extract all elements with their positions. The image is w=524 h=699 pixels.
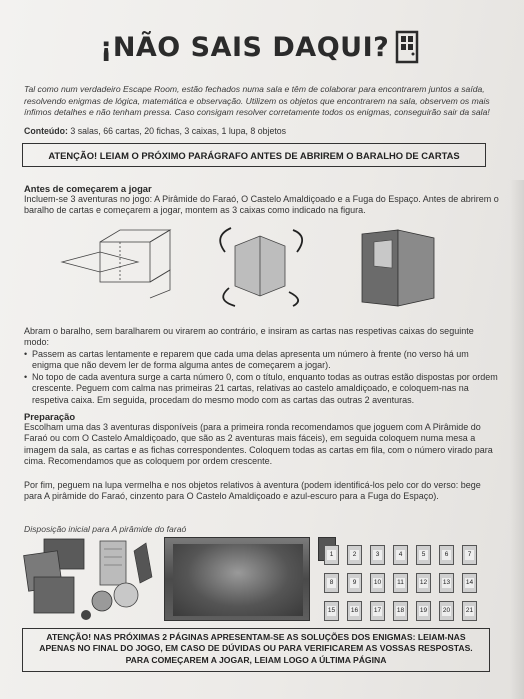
page-title: ¡NÃO SAIS DAQUI? <box>100 31 390 63</box>
numbered-card <box>370 545 385 565</box>
room-image-board <box>164 537 310 621</box>
card-number: 9 <box>350 578 359 588</box>
deck-bullet-item: • No topo de cada aventura surge a carta número 0, com o título, enquanto todas as outras estão dispostas por ordem crescente. Peguem com calma nas primeiras 21 cartas, relativas ao castelo amaldiçoado, e coloquem-nas na respetiva caixa. Em seguida, procedam do mesmo modo com as cartas das outras 2 aventuras. <box>24 372 500 406</box>
deck-bullet-item: • Passem as cartas lentamente e reparem que cada uma delas apresenta um número à frente (no verso há um enigma que não devem ler de forma alguma antes de começarem a jogar). <box>24 349 500 372</box>
numbered-card <box>393 573 408 593</box>
numbered-card <box>416 601 431 621</box>
card-number: 21 <box>465 607 474 614</box>
prep-heading: Preparação <box>24 411 76 422</box>
numbered-card <box>462 545 477 565</box>
card-number: 19 <box>419 607 428 614</box>
numbered-card <box>370 573 385 593</box>
before-text: Incluem-se 3 aventuras no jogo: A Pirâmide do Faraó, O Castelo Amaldiçoado e a Fuga do Espaço. Antes de abrirem o baralho de cartas e começarem a jogar, montem as 3 caixas como indicado na figura. <box>24 194 499 216</box>
box-assembled-figure <box>352 228 442 310</box>
bottom-warning-text: ATENÇÃO! NAS PRÓXIMAS 2 PÁGINAS APRESENTAM-SE AS SOLUÇÕES DOS ENIGMAS: LEIAM-NAS APENAS NO FINAL DO JOGO, EM CASO DE DÚVIDAS OU PARA VERIFICAREM AS VOSSAS RESPOSTAS. PARA COMEÇAREM A JOGAR, LEIAM LOGO A ÚLTIMA PÁGINA <box>39 632 473 665</box>
deck-intro-text: Abram o baralho, sem baralharem ou virarem ao contrário, e insiram as cartas nas respetivas caixas do seguinte modo: <box>24 326 474 348</box>
before-heading: Antes de começarem a jogar <box>24 183 152 194</box>
card-number: 17 <box>373 607 382 614</box>
numbered-card <box>347 601 362 621</box>
numbered-card <box>393 601 408 621</box>
card-number: 18 <box>396 607 405 614</box>
card-number: 14 <box>465 579 474 586</box>
contents-line <box>24 126 504 136</box>
box-folding-figure <box>205 222 315 308</box>
card-number: 7 <box>465 550 474 560</box>
card-number: 6 <box>442 550 451 560</box>
card-number: 2 <box>350 550 359 560</box>
door-icon <box>395 30 419 64</box>
top-warning-text: ATENÇÃO! LEIAM O PRÓXIMO PARÁGRAFO ANTES DE ABRIREM O BARALHO DE CARTAS <box>48 149 460 161</box>
numbered-card <box>439 545 454 565</box>
numbered-card <box>324 573 339 593</box>
card-number: 10 <box>373 579 382 586</box>
numbered-card <box>439 601 454 621</box>
card-number: 11 <box>397 579 404 586</box>
page-edge-shadow <box>510 180 524 699</box>
contents-label: Conteúdo: <box>24 126 68 136</box>
numbered-card <box>462 573 477 593</box>
title-block <box>100 26 430 68</box>
prep-text-1: Escolham uma das 3 aventuras disponíveis (para a primeira ronda recomendamos que joguem com A Pirâmide do Faraó ou com O Castelo Amaldiçoado, que são as 2 aventuras mais fáceis), em seguida coloquem numa mesa a imagem da sala, as cartas e as fichas correspondentes. Coloquem todas as cartas em fila, com o número virado para cima. Recomendamos que as coloquem por ordem crescente. <box>24 422 493 467</box>
numbered-card <box>416 573 431 593</box>
card-number: 20 <box>442 607 451 614</box>
numbered-card <box>416 545 431 565</box>
initial-layout-illustration <box>22 537 492 621</box>
card-number: 4 <box>396 550 405 560</box>
card-number: 3 <box>373 550 382 560</box>
card-number: 12 <box>419 579 428 586</box>
bottom-warning-box <box>22 628 490 672</box>
box-flat-template-figure <box>60 222 180 302</box>
numbered-card <box>347 573 362 593</box>
card-number: 1 <box>327 550 336 560</box>
contents-list: 3 salas, 66 cartas, 20 fichas, 3 caixas, 1 lupa, 8 objetos <box>67 126 287 136</box>
card-number: 8 <box>327 578 336 588</box>
top-warning-box <box>22 143 486 167</box>
adventure-objects-figure <box>22 537 162 621</box>
deck-bullet-list <box>24 349 500 406</box>
numbered-card <box>347 545 362 565</box>
card-number: 16 <box>350 607 359 614</box>
prep-text-2: Por fim, peguem na lupa vermelha e nos objetos relativos à aventura (podem identificá-los pelo cor do verso: bege para A pirâmide do Faraó, cinzento para O Castelo Amaldiçoado e azul-escuro para a Fuga do Espaço). <box>24 480 481 502</box>
layout-caption: Disposição inicial para A pirâmide do faraó <box>24 524 187 534</box>
numbered-card <box>439 573 454 593</box>
numbered-card <box>324 545 339 565</box>
numbered-card <box>370 601 385 621</box>
numbered-card <box>324 601 339 621</box>
card-number: 5 <box>419 550 428 560</box>
card-number: 13 <box>442 579 451 586</box>
numbered-card <box>462 601 477 621</box>
room-image-scene <box>173 544 303 616</box>
card-number: 15 <box>327 607 336 614</box>
numbered-card <box>393 545 408 565</box>
intro-text: Tal como num verdadeiro Escape Room, estão fechados numa sala e têm de colaborar para encontrarem juntos a saída, resolvendo enigmas de lógica, matemática e observação. Utilizem os objetos que encontrarem na sala, observem os mais ínfimos detalhes e não tenham pressa. Caso consigam resolver corretamente todos os enigmas, conseguirão sair da sala! <box>24 84 490 118</box>
